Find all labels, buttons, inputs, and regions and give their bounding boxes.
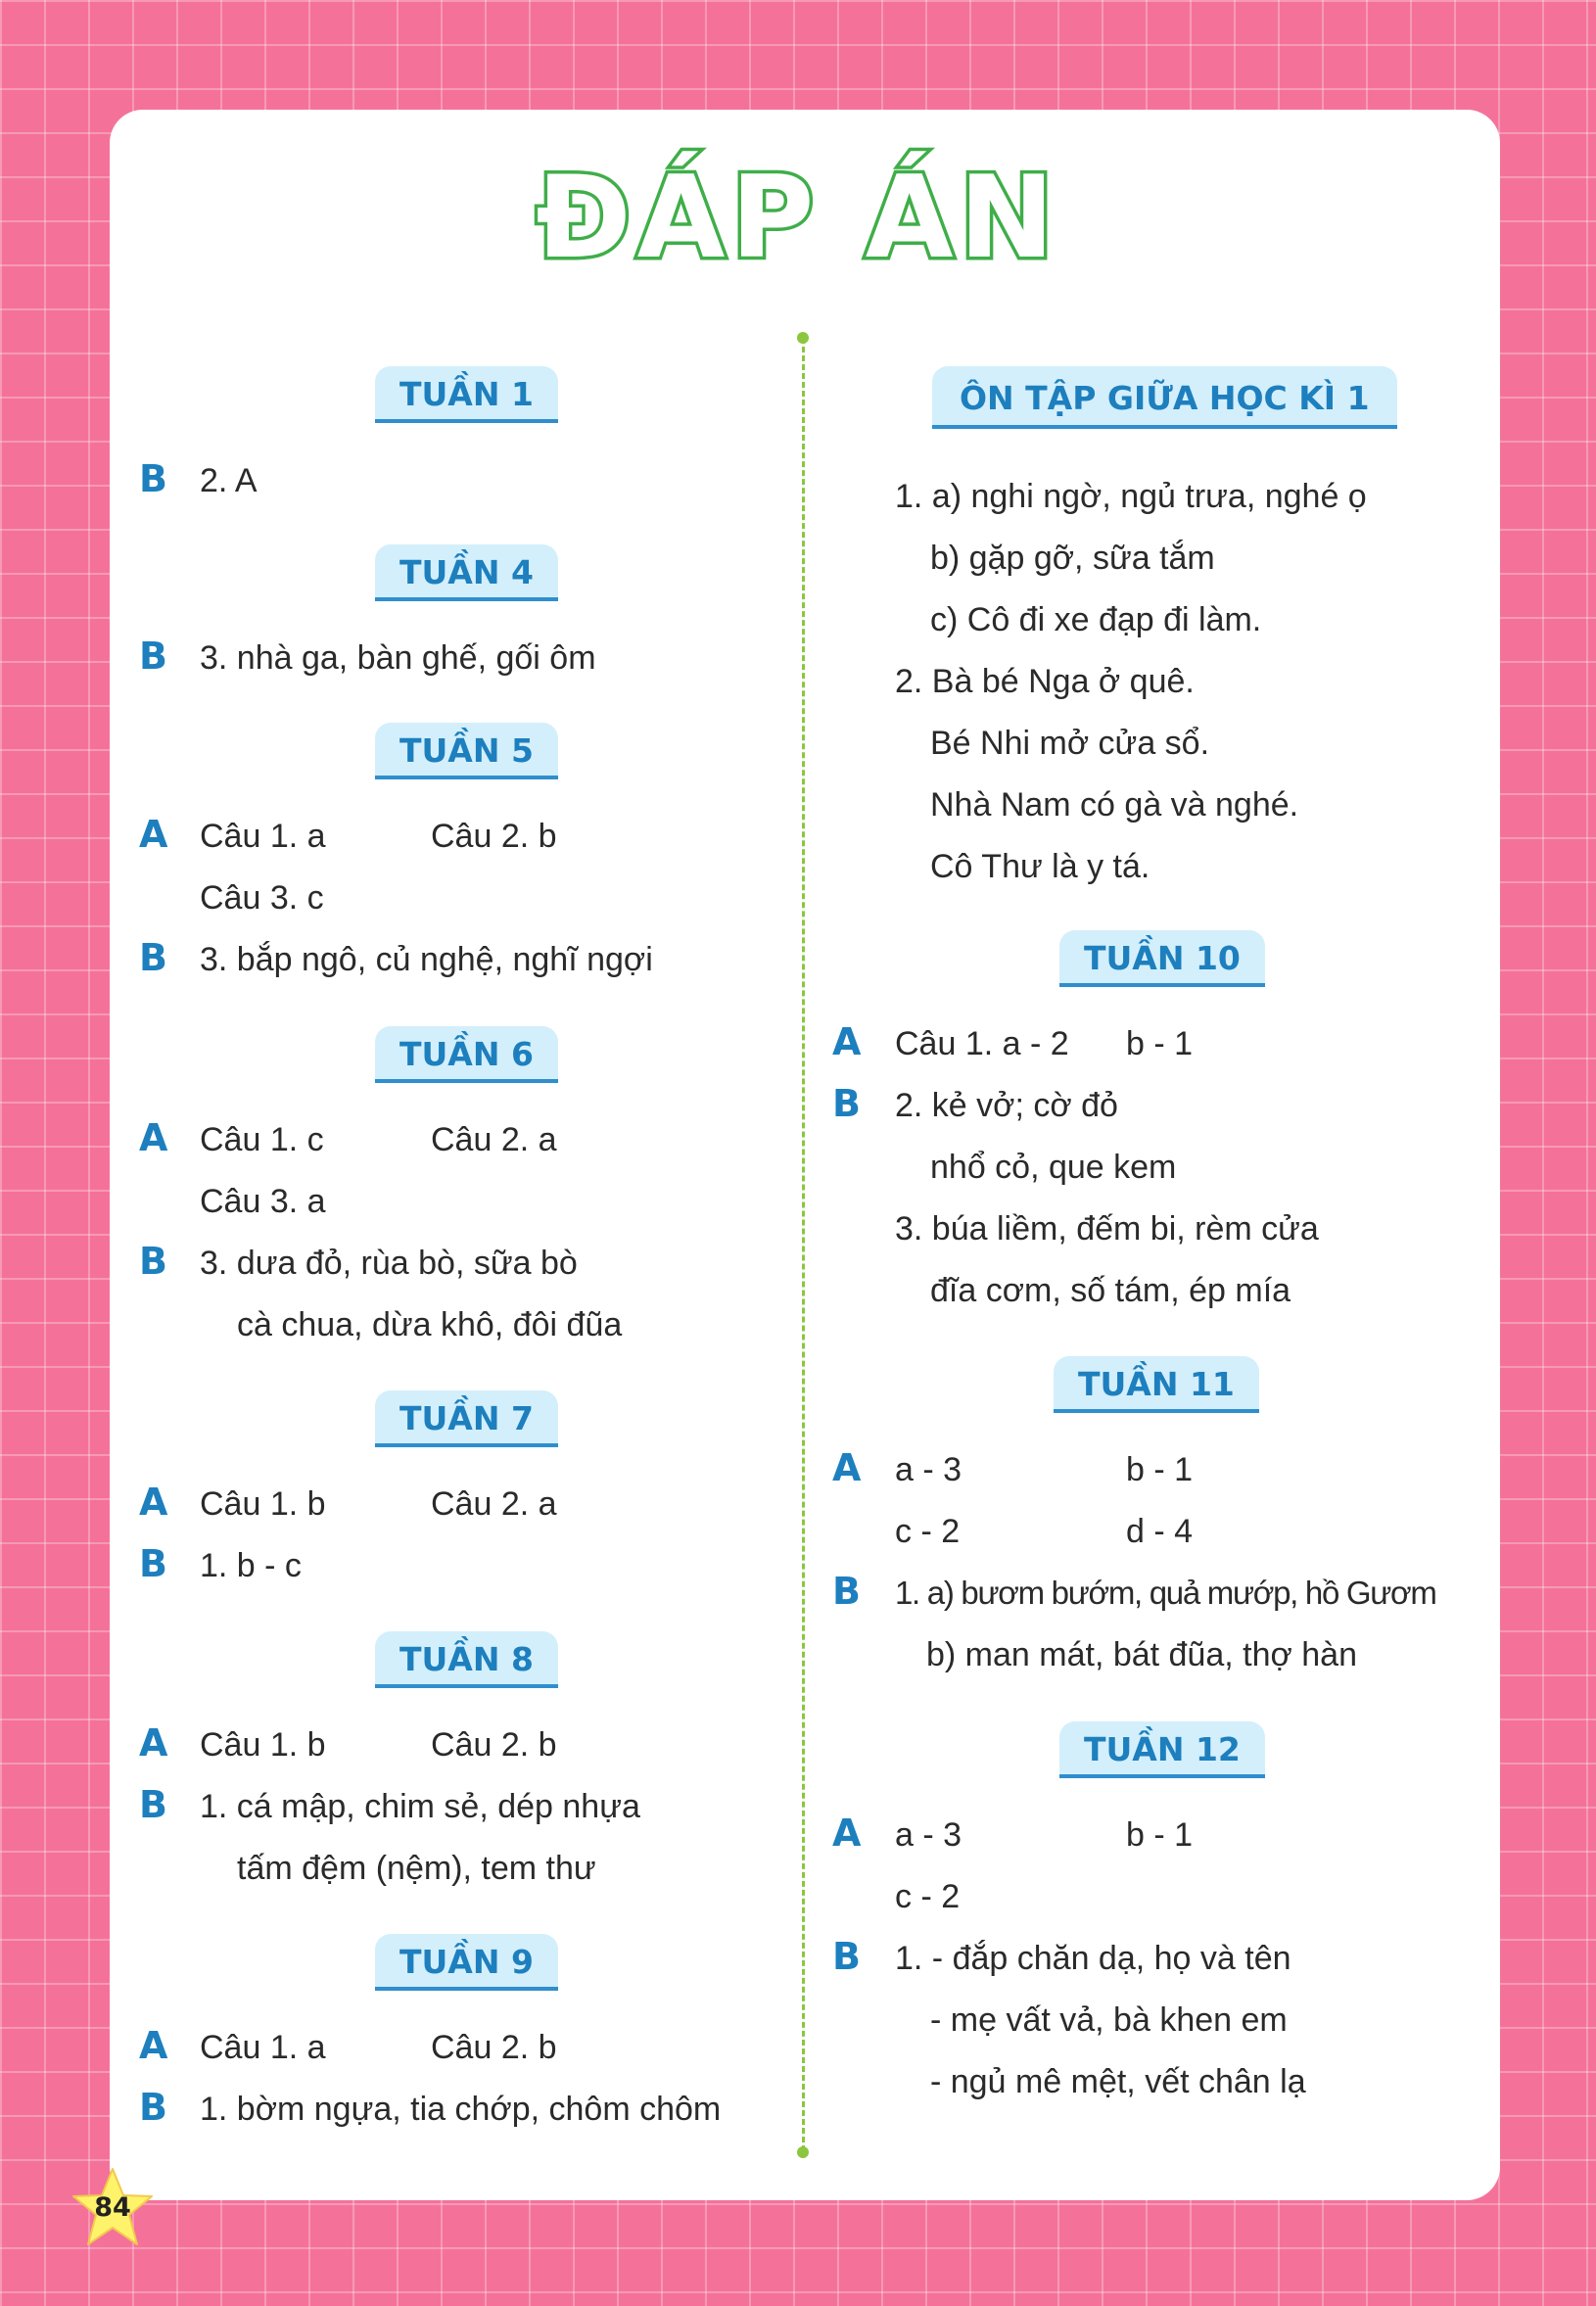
answer-line: c - 2 (895, 1878, 961, 1915)
answer-line: Câu 3. a (200, 1183, 326, 1220)
answer-line: Câu 2. b (431, 1726, 557, 1764)
part-b-label: B (139, 1240, 167, 1283)
answer-line: a - 3 (895, 1451, 962, 1488)
section-badge: TUẦN 6 (375, 1026, 558, 1083)
part-a-label: A (139, 2024, 168, 2067)
section-header-on-tap (932, 366, 1397, 429)
section-badge: TUẦN 8 (375, 1631, 558, 1688)
answer-line: Câu 2. a (431, 1485, 557, 1523)
part-b-label: B (832, 1082, 861, 1125)
answer-line: c - 2 (895, 1513, 961, 1550)
section-badge: TUẦN 4 (375, 544, 558, 601)
answer-line: b - 1 (1126, 1451, 1194, 1488)
part-b-label: B (832, 1935, 861, 1978)
answer-line: 3. búa liềm, đếm bi, rèm cửa (895, 1210, 1319, 1247)
answer-line: Câu 1. a - 2 (895, 1025, 1069, 1062)
answer-line: a - 3 (895, 1816, 962, 1854)
answer-line: 3. dưa đỏ, rùa bò, sữa bò (200, 1245, 578, 1282)
page-number-badge (70, 2166, 155, 2250)
section-header-tuan-12 (1059, 1721, 1265, 1778)
section-header-tuan-11 (1054, 1356, 1259, 1413)
answer-line: Câu 1. a (200, 818, 326, 855)
answer-line: b) man mát, bát đũa, thợ hàn (926, 1636, 1357, 1673)
answer-line: Câu 3. c (200, 879, 324, 917)
part-b-label: B (139, 2086, 167, 2129)
section-badge: TUẦN 5 (375, 723, 558, 779)
answer-line: Câu 2. a (431, 1121, 557, 1158)
part-b-label: B (139, 457, 167, 500)
part-a-label: A (139, 1481, 168, 1524)
section-badge: TUẦN 11 (1054, 1356, 1259, 1413)
page-title: ĐÁP ÁN (536, 152, 1060, 284)
answer-line: tấm đệm (nệm), tem thư (237, 1850, 596, 1887)
part-b-label: B (832, 1570, 861, 1613)
answer-line: Nhà Nam có gà và nghé. (930, 786, 1299, 824)
section-header-tuan-1 (375, 366, 558, 423)
part-b-label: B (139, 1783, 167, 1826)
answer-line: nhổ cỏ, que kem (930, 1149, 1177, 1186)
section-header-tuan-9 (375, 1934, 558, 1991)
part-a-label: A (832, 1020, 862, 1063)
answer-line: b - 1 (1126, 1025, 1194, 1062)
section-header-tuan-5 (375, 723, 558, 779)
answer-line: 1. bờm ngựa, tia chớp, chôm chôm (200, 2091, 722, 2128)
section-header-tuan-8 (375, 1631, 558, 1688)
answer-line: b) gặp gỡ, sữa tắm (930, 540, 1215, 577)
answer-line: Câu 2. b (431, 818, 557, 855)
answer-line: cà chua, dừa khô, đôi đũa (237, 1306, 623, 1343)
answer-line: c) Cô đi xe đạp đi làm. (930, 601, 1262, 638)
answer-line: Câu 1. c (200, 1121, 324, 1158)
answer-line: - ngủ mê mệt, vết chân lạ (930, 2063, 1306, 2100)
answer-line: đĩa cơm, số tám, ép mía (930, 1272, 1291, 1309)
part-a-label: A (832, 1446, 862, 1489)
answer-line: d - 4 (1126, 1513, 1194, 1550)
answer-line: 3. nhà ga, bàn ghế, gối ôm (200, 639, 596, 677)
answer-line: Câu 2. b (431, 2029, 557, 2066)
answer-line: Cô Thư là y tá. (930, 848, 1150, 885)
answer-line: 2. kẻ vở; cờ đỏ (895, 1087, 1118, 1124)
section-badge: TUẦN 10 (1059, 930, 1265, 987)
part-a-label: A (139, 1116, 168, 1159)
section-badge: TUẦN 12 (1059, 1721, 1265, 1778)
part-b-label: B (139, 936, 167, 979)
answer-line: b - 1 (1126, 1816, 1194, 1854)
column-divider (802, 338, 805, 2151)
answer-line: - mẹ vất vả, bà khen em (930, 2001, 1288, 2039)
answer-line: 2. Bà bé Nga ở quê. (895, 663, 1195, 700)
part-b-label: B (139, 1542, 167, 1585)
part-a-label: A (139, 813, 168, 856)
part-b-label: B (139, 635, 167, 678)
answer-line: 1. cá mập, chim sẻ, dép nhựa (200, 1788, 640, 1825)
section-header-tuan-10 (1059, 930, 1265, 987)
answer-line: Câu 1. b (200, 1485, 326, 1523)
answer-line: 1. b - c (200, 1547, 302, 1584)
answer-line: 3. bắp ngô, củ nghệ, nghĩ ngợi (200, 941, 653, 978)
part-a-label: A (139, 1721, 168, 1765)
section-header-tuan-7 (375, 1390, 558, 1447)
answer-line: 1. a) bươm bướm, quả mướp, hồ Gươm (895, 1575, 1436, 1611)
answer-line: 2. A (200, 462, 258, 499)
answer-line: 1. - đắp chăn dạ, họ và tên (895, 1940, 1291, 1977)
part-a-label: A (832, 1812, 862, 1855)
divider-dot-bottom (797, 2146, 809, 2158)
section-badge: TUẦN 1 (375, 366, 558, 423)
answer-line: Bé Nhi mở cửa sổ. (930, 725, 1210, 762)
answer-line: Câu 1. b (200, 1726, 326, 1764)
answer-line: Câu 1. a (200, 2029, 326, 2066)
section-badge: ÔN TẬP GIỮA HỌC KÌ 1 (932, 366, 1397, 429)
section-badge: TUẦN 7 (375, 1390, 558, 1447)
section-badge: TUẦN 9 (375, 1934, 558, 1991)
section-header-tuan-6 (375, 1026, 558, 1083)
answer-line: 1. a) nghi ngờ, ngủ trưa, nghé ọ (895, 478, 1367, 515)
section-header-tuan-4 (375, 544, 558, 601)
page-number: 84 (94, 2192, 131, 2223)
